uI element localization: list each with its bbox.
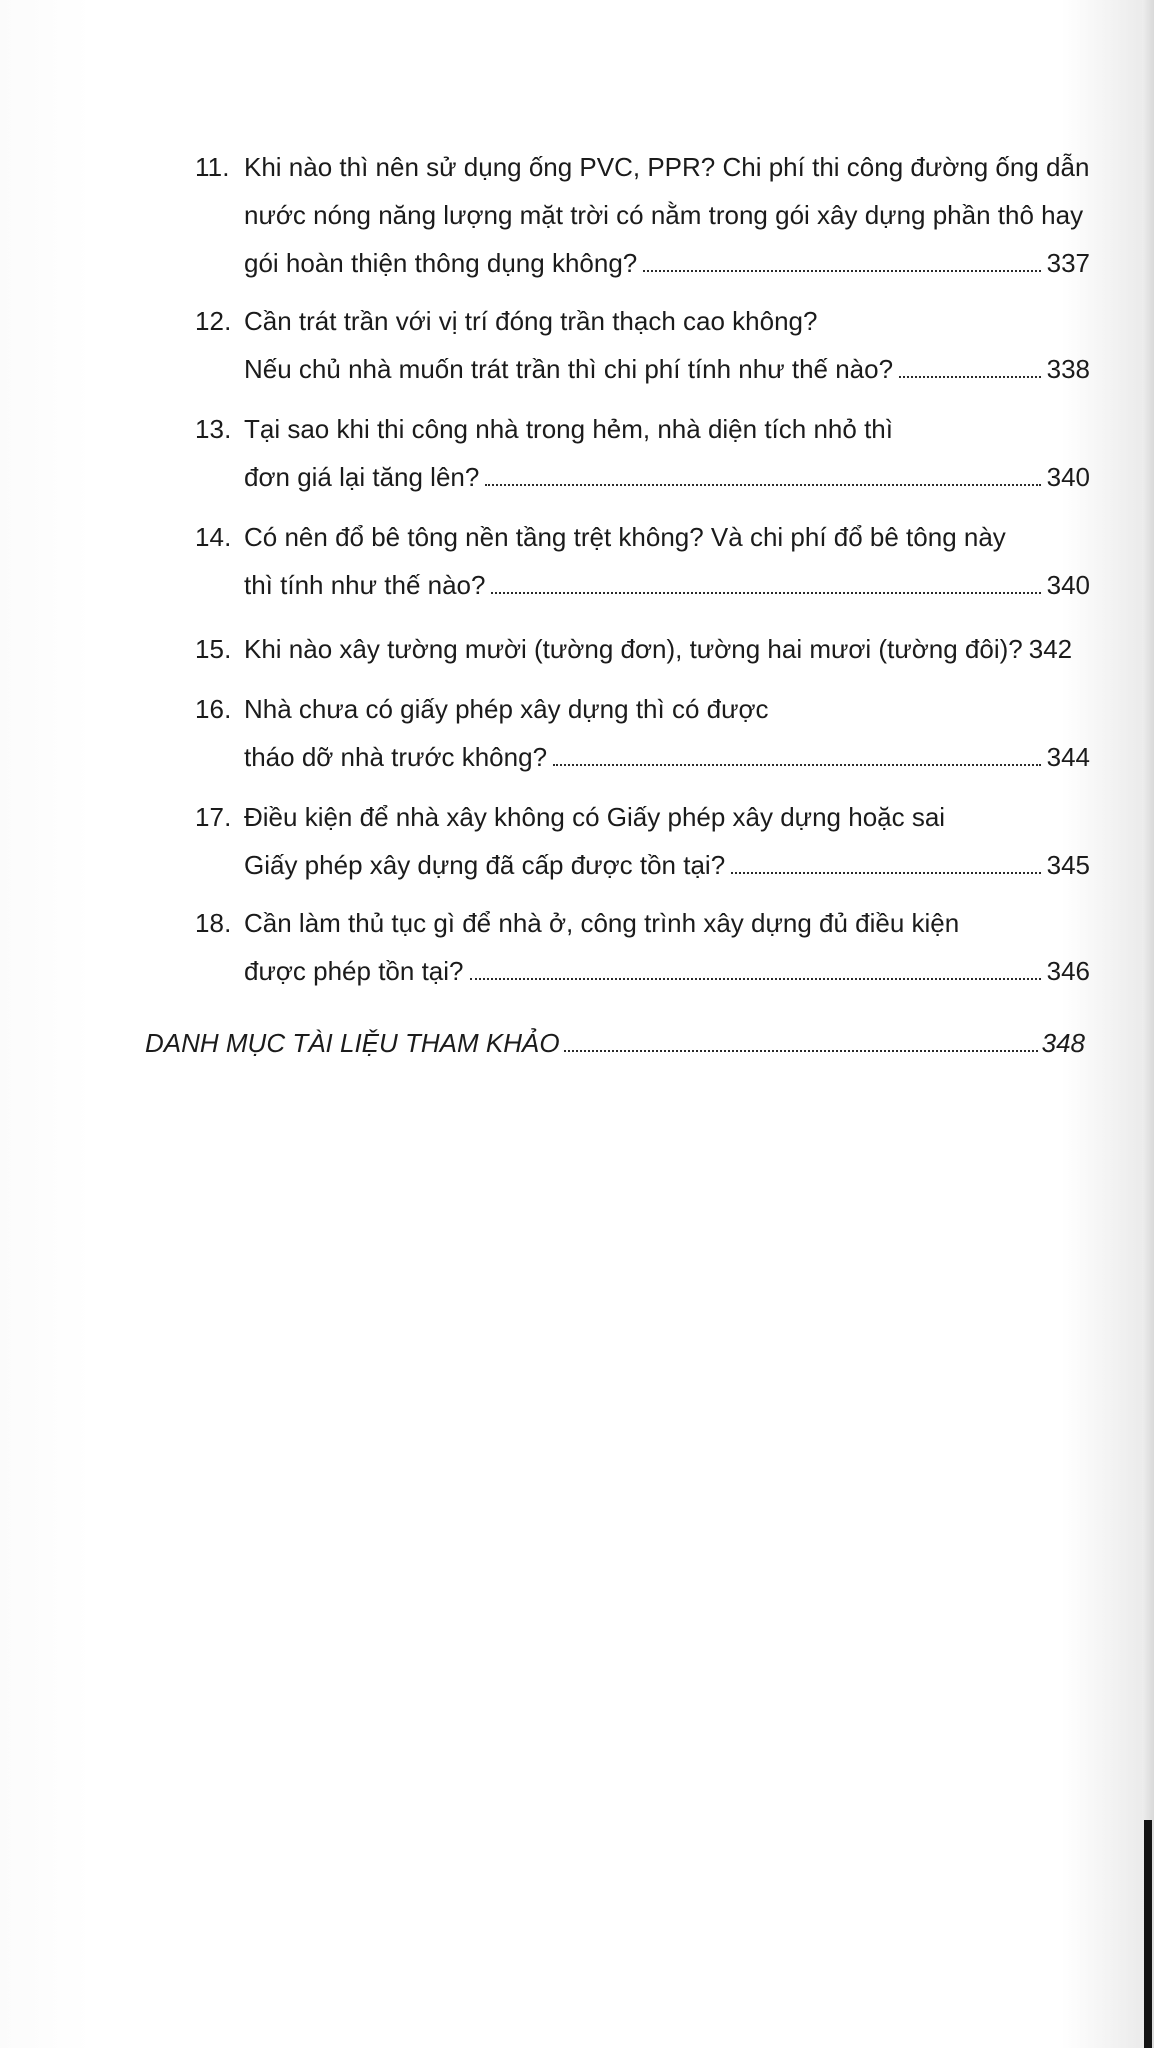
toc-entry-text-line: Nếu chủ nhà muốn trát trần thì chi phí tính như thế nào?: [244, 354, 894, 384]
toc-references-entry: [145, 1030, 1085, 1056]
toc-page-number: 344: [1046, 742, 1090, 772]
toc-entry-text-line: Cần làm thủ tục gì để nhà ở, công trình xây dựng đủ điều kiện: [244, 908, 960, 938]
toc-entry-text-line: Khi nào xây tường mười (tường đơn), tường hai mươi (tường đôi)?: [244, 634, 1023, 664]
toc-entry-text-line: tháo dỡ nhà trước không?: [244, 742, 548, 772]
references-title: DANH MỤC TÀI LIỆU THAM KHẢO: [145, 1028, 560, 1058]
dot-leader: [899, 376, 1041, 378]
toc-entry-number: 16.: [195, 694, 232, 724]
toc-entry-number: 11.: [195, 152, 230, 182]
toc-entry-text-line: Nhà chưa có giấy phép xây dựng thì có được: [244, 694, 769, 724]
toc-page-number: 340: [1046, 462, 1090, 492]
toc-page-number: 348: [1041, 1028, 1085, 1058]
toc-entry-leader-line: [244, 636, 1090, 662]
toc-entry-number: 13.: [195, 414, 232, 444]
toc-entry-leader-line: [244, 356, 1090, 382]
dot-leader: [491, 592, 1040, 594]
toc-page-number: 340: [1046, 570, 1090, 600]
toc-entry-text-line: Điều kiện để nhà xây không có Giấy phép xây dựng hoặc sai: [244, 802, 946, 832]
dot-leader: [731, 872, 1040, 874]
dot-leader: [553, 764, 1041, 766]
toc-entry-number: 17.: [195, 802, 232, 832]
toc-entry-text-line: nước nóng năng lượng mặt trời có nằm trong gói xây dựng phần thô hay: [244, 200, 1084, 230]
dot-leader: [564, 1050, 1038, 1052]
toc-entry-text-line: thì tính như thế nào?: [244, 570, 486, 600]
toc-entry-leader-line: [244, 572, 1090, 598]
toc-entry-text-line: đơn giá lại tăng lên?: [244, 462, 480, 492]
toc-entry-number: 15.: [195, 634, 232, 664]
toc-entry-text-line: Có nên đổ bê tông nền tầng trệt không? Và chi phí đổ bê tông này: [244, 522, 1006, 552]
toc-page-number: 346: [1046, 956, 1090, 986]
dot-leader: [470, 978, 1041, 980]
toc-entry-number: 18.: [195, 908, 232, 938]
toc-entry-text-line: Cần trát trần với vị trí đóng trần thạch cao không?: [244, 306, 818, 336]
toc-entry-text-line: được phép tồn tại?: [244, 956, 464, 986]
toc-entry-leader-line: [244, 744, 1090, 770]
toc-page-number: 337: [1046, 248, 1090, 278]
toc-page-number: 342: [1028, 634, 1073, 664]
dot-leader: [643, 270, 1040, 272]
toc-entry-leader-line: [244, 958, 1090, 984]
toc-entry-text-line: Tại sao khi thi công nhà trong hẻm, nhà diện tích nhỏ thì: [244, 414, 893, 444]
toc-entry-text-line: gói hoàn thiện thông dụng không?: [244, 248, 638, 278]
toc-entry-leader-line: [244, 464, 1090, 490]
toc-page-number: 345: [1046, 850, 1090, 880]
toc-entry-text-line: Giấy phép xây dựng đã cấp được tồn tại?: [244, 850, 726, 880]
toc-entry-number: 12.: [195, 306, 232, 336]
toc-entry-leader-line: [244, 852, 1090, 878]
toc-entry-leader-line: [244, 250, 1090, 276]
dot-leader: [485, 484, 1040, 486]
toc-entry-text-line: Khi nào thì nên sử dụng ống PVC, PPR? Chi phí thi công đường ống dẫn: [244, 152, 1090, 182]
toc-entry-number: 14.: [195, 522, 232, 552]
toc-page-number: 338: [1046, 354, 1090, 384]
